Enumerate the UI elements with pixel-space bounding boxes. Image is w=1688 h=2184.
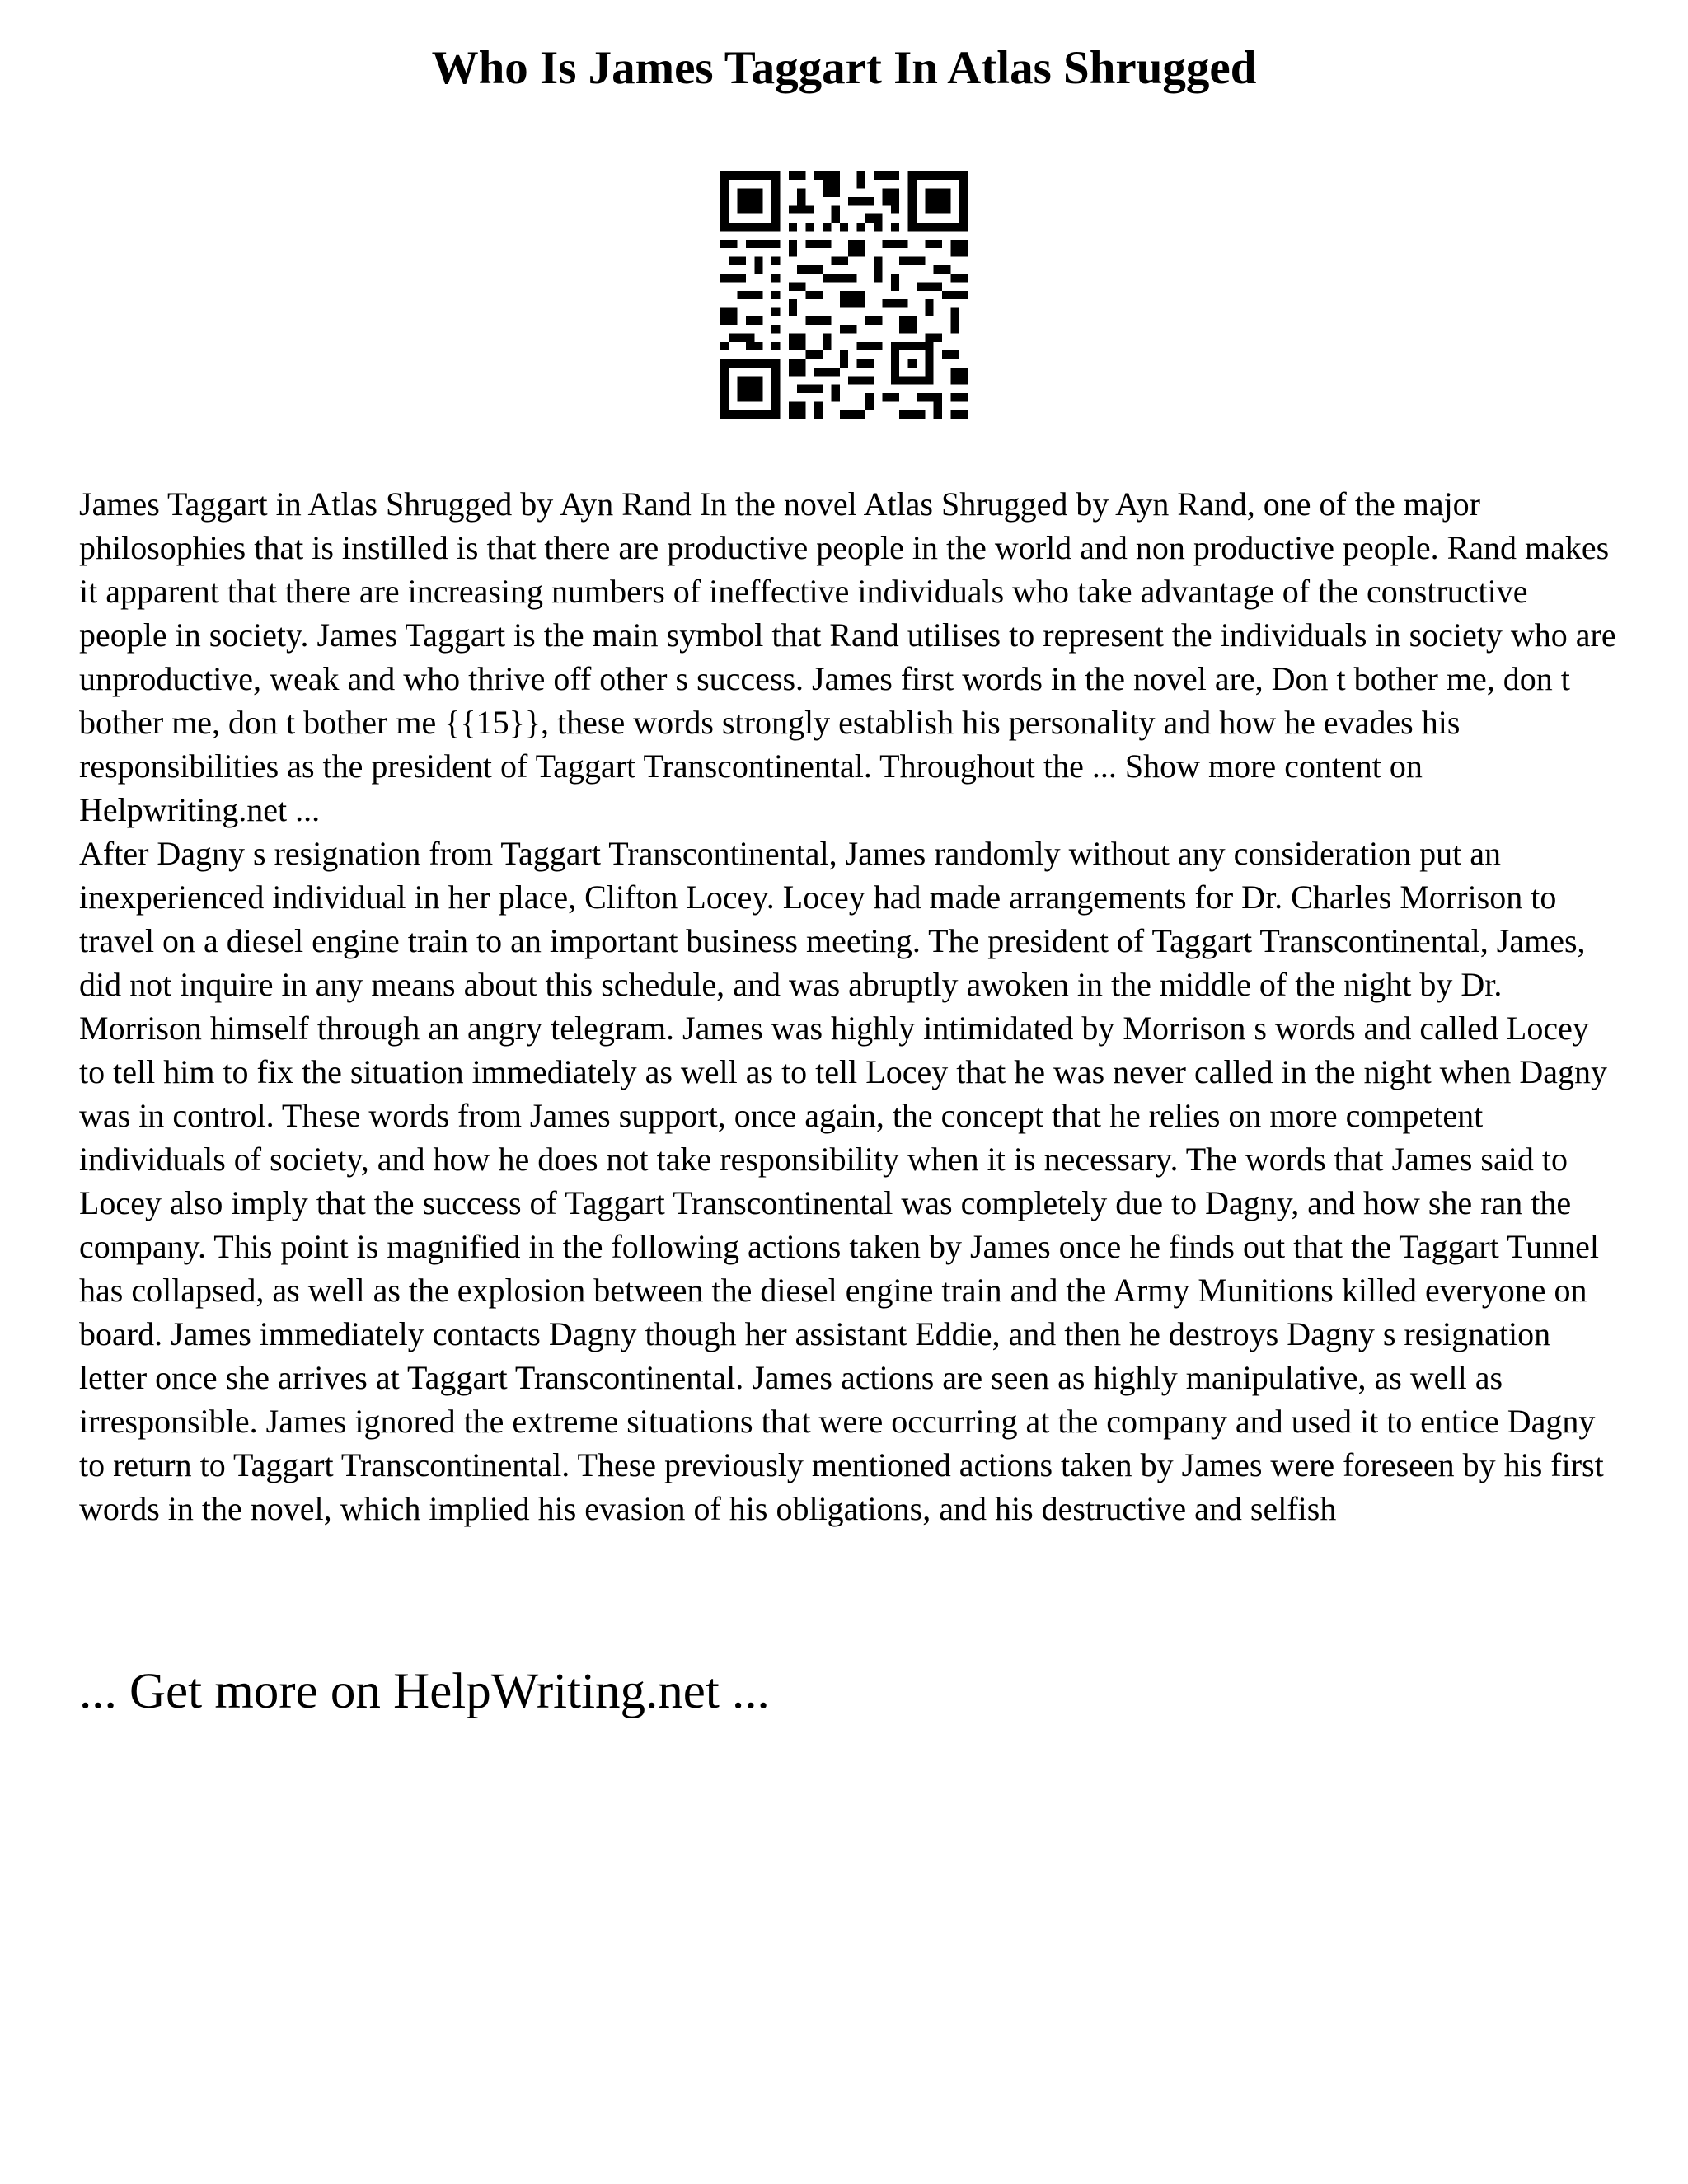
article-paragraph: James Taggart in Atlas Shrugged by Ayn Rand In the novel Atlas Shrugged by Ayn Rand, one of the major philosophies that is instilled is that there are productive people in the world and non productive people. Rand makes it apparent that there are increasing numbers of ineffective individuals who take advantage of the constructive people in society. James Taggart is the main symbol that Rand utilises to represent the individuals in society who are unproductive, weak and who thrive off other s success. James first words in the novel are, Don t bother me, don t bother me, don t bother me {{15}}, these words strongly establish his personality and how he evades his responsibilities as the president of Taggart Transcontinental. Throughout the ... Show more content on Helpwriting.net ... [79,485,1616,828]
qr-code-icon [720,171,968,419]
article-paragraph: After Dagny s resignation from Taggart Transcontinental, James randomly without any consideration put an inexperienced individual in her place, Clifton Locey. Locey had made arrangements for Dr. Charles Morrison to travel on a diesel engine train to an important business meeting. The president of Taggart Transcontinental, James, did not inquire in any means about this schedule, and was abruptly awoken in the middle of the night by Dr. Morrison himself through an angry telegram. James was highly intimidated by Morrison s words and called Locey to tell him to fix the situation immediately as well as to tell Locey that he was never called in the night when Dagny was in control. These words from James support, once again, the concept that he relies on more competent individuals of society, and how he does not take responsibility when it is necessary. The words that James said to Locey also imply that the success of Taggart Transcontinental was completely due to Dagny, and how she ran the company. This point is magnified in the following actions taken by James once he finds out that the Taggart Tunnel has collapsed, as well as the explosion between the diesel engine train and the Army Munitions killed everyone on board. James immediately contacts Dagny though her assistant Eddie, and then he destroys Dagny s resignation letter once she arrives at Taggart Transcontinental. James actions are seen as highly manipulative, as well as irresponsible. James ignored the extreme situations that were occurring at the company and used it to entice Dagny to return to Taggart Transcontinental. These previously mentioned actions taken by James were foreseen by his first words in the novel, which implied his evasion of his obligations, and his destructive and selfish [79,835,1607,1527]
page-title: Who Is James Taggart In Atlas Shrugged [431,42,1257,94]
get-more-link[interactable]: ... Get more on HelpWriting.net ... [79,1664,770,1719]
article-body [79,482,1620,1530]
